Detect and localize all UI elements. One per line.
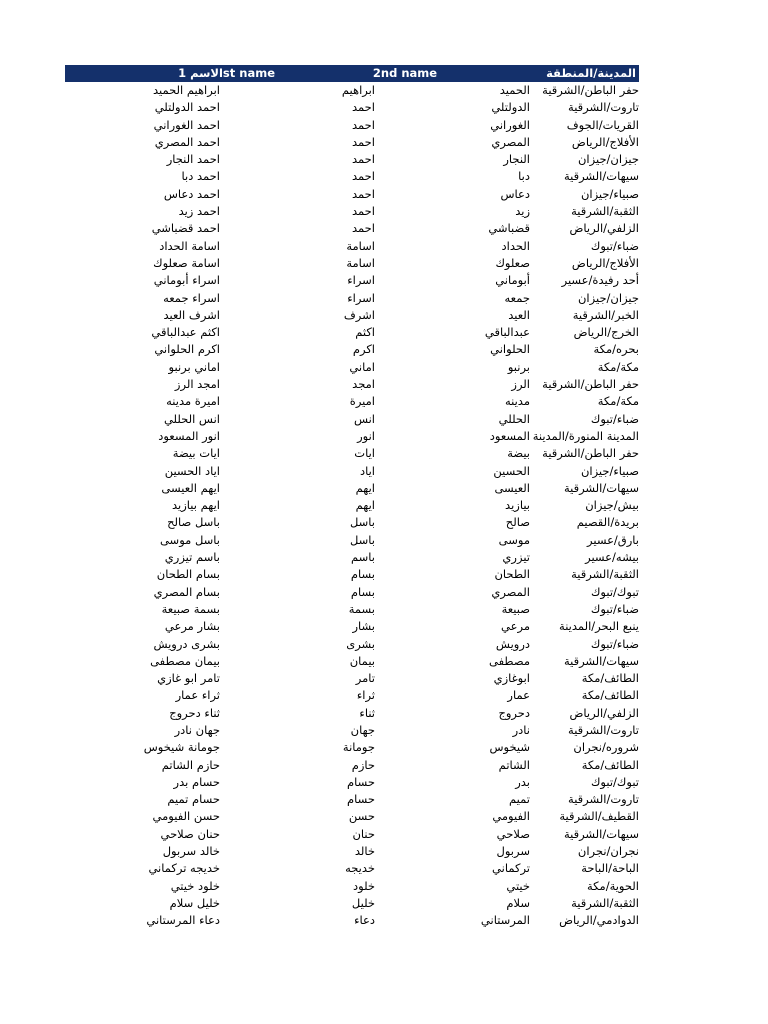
city-cell[interactable]: حفر الباطن/الشرقية bbox=[542, 446, 639, 461]
first-name-cell[interactable]: باسل bbox=[349, 515, 375, 530]
city-cell[interactable]: الثقبة/الشرقية bbox=[571, 895, 639, 910]
table-row bbox=[65, 532, 639, 549]
city-cell[interactable]: الطائف/مكة bbox=[581, 688, 639, 703]
last-name-cell[interactable]: سلام bbox=[506, 895, 530, 910]
table-row bbox=[65, 480, 639, 497]
last-name-cell[interactable]: تيزري bbox=[502, 550, 530, 565]
first-name-cell[interactable]: بشرى bbox=[346, 636, 375, 651]
table-row bbox=[65, 411, 639, 428]
city-cell[interactable]: الخرج/الرياض bbox=[573, 325, 639, 340]
table-row bbox=[65, 757, 639, 774]
table-row bbox=[65, 186, 639, 203]
last-name-cell[interactable]: بيضة bbox=[507, 446, 530, 461]
last-name-cell[interactable]: عمار bbox=[507, 688, 530, 703]
first-name-cell[interactable]: حسن bbox=[348, 809, 375, 824]
table-row bbox=[65, 826, 639, 843]
first-name-cell[interactable]: امجد bbox=[352, 377, 375, 392]
last-name-cell[interactable]: خيتي bbox=[506, 878, 530, 893]
full-name-cell[interactable]: باسل موسى bbox=[159, 532, 220, 547]
first-name-cell[interactable]: حسام bbox=[347, 774, 375, 789]
table-row bbox=[65, 272, 639, 289]
first-name-cell[interactable]: بشار bbox=[352, 619, 375, 634]
last-name-cell[interactable]: دحروج bbox=[498, 705, 530, 720]
table-row bbox=[65, 497, 639, 514]
first-name-cell[interactable]: باسم bbox=[351, 550, 375, 565]
first-name-cell[interactable]: اماني bbox=[349, 359, 375, 374]
city-cell[interactable]: أحد رفيدة/عسير bbox=[561, 273, 639, 288]
table-row bbox=[65, 739, 639, 756]
table-row bbox=[65, 376, 639, 393]
full-name-cell[interactable]: بشرى درويش bbox=[153, 636, 220, 651]
city-cell[interactable]: تاروت/الشرقية bbox=[568, 100, 639, 115]
first-name-cell[interactable]: خليل bbox=[351, 895, 375, 910]
last-name-cell[interactable]: قضباشي bbox=[488, 221, 530, 236]
last-name-cell[interactable]: المسعود bbox=[489, 428, 530, 443]
last-name-cell[interactable]: صعلوك bbox=[495, 255, 530, 270]
full-name-cell[interactable]: بسام الطحان bbox=[156, 567, 220, 582]
last-name-cell[interactable]: المصري bbox=[491, 134, 530, 149]
city-cell[interactable]: ضباء/تبوك bbox=[590, 238, 639, 253]
first-name-cell[interactable]: اياد bbox=[359, 463, 375, 478]
first-name-cell[interactable]: بسام bbox=[350, 584, 375, 599]
full-name-cell[interactable]: جهان نادر bbox=[174, 722, 220, 737]
city-cell[interactable]: القريات/الجوف bbox=[566, 117, 639, 132]
last-name-cell[interactable]: شيخوس bbox=[489, 740, 530, 755]
table-row bbox=[65, 203, 639, 220]
city-cell[interactable]: الطائف/مكة bbox=[581, 757, 639, 772]
full-name-cell[interactable]: حسن الفيومي bbox=[152, 809, 220, 824]
full-name-cell[interactable]: انس الحللي bbox=[163, 411, 220, 426]
full-name-cell[interactable]: احمد الدولتلي bbox=[154, 100, 220, 115]
city-cell[interactable]: بيشه/عسير bbox=[585, 550, 639, 565]
table-row bbox=[65, 774, 639, 791]
full-name-cell[interactable]: احمد دبا bbox=[181, 169, 220, 184]
last-name-cell[interactable]: نادر bbox=[512, 722, 530, 737]
first-name-cell[interactable]: تامر bbox=[355, 671, 375, 686]
first-name-cell[interactable]: احمد bbox=[352, 117, 375, 132]
city-cell[interactable]: سيهات/الشرقية bbox=[563, 653, 639, 668]
full-name-cell[interactable]: اسامة صعلوك bbox=[153, 255, 220, 270]
last-name-cell[interactable]: مرعي bbox=[501, 619, 530, 634]
table-row bbox=[65, 912, 639, 929]
last-name-cell[interactable]: تميم bbox=[509, 792, 530, 807]
first-name-cell[interactable]: حازم bbox=[351, 757, 375, 772]
full-name-cell[interactable]: اسامة الحداد bbox=[159, 238, 220, 253]
city-cell[interactable]: بحره/مكة bbox=[593, 342, 639, 357]
full-name-cell[interactable]: انور المسعود bbox=[158, 428, 220, 443]
table-row bbox=[65, 82, 639, 99]
city-cell[interactable]: جيزان/جيزان bbox=[577, 152, 639, 167]
city-cell[interactable]: بيش/جيزان bbox=[585, 498, 639, 513]
last-name-cell[interactable]: العيسى bbox=[494, 480, 530, 495]
table-row bbox=[65, 791, 639, 808]
full-name-cell[interactable]: ايات بيضة bbox=[172, 446, 220, 461]
last-name-cell[interactable]: الرز bbox=[511, 377, 530, 392]
city-cell[interactable]: صبياء/جيزان bbox=[580, 463, 639, 478]
table-row bbox=[65, 220, 639, 237]
header-full-name[interactable]: الاسم 1st name bbox=[178, 66, 275, 80]
first-name-cell[interactable]: احمد bbox=[352, 204, 375, 219]
last-name-cell[interactable]: مصطفى bbox=[489, 653, 530, 668]
full-name-cell[interactable]: باسل صالح bbox=[167, 515, 220, 530]
first-name-cell[interactable]: ثناء bbox=[359, 705, 375, 720]
last-name-cell[interactable]: درويش bbox=[495, 636, 530, 651]
first-name-cell[interactable]: جهان bbox=[350, 722, 375, 737]
full-name-cell[interactable]: احمد زيد bbox=[178, 204, 220, 219]
full-name-cell[interactable]: اماني برنبو bbox=[168, 359, 220, 374]
city-cell[interactable]: تبوك/تبوك bbox=[590, 584, 639, 599]
full-name-cell[interactable]: خلود خيتي bbox=[170, 878, 220, 893]
first-name-cell[interactable]: بيمان bbox=[349, 653, 375, 668]
last-name-cell[interactable]: ابوغازي bbox=[493, 671, 530, 686]
city-cell[interactable]: ضباء/تبوك bbox=[590, 636, 639, 651]
last-name-cell[interactable]: النجار bbox=[503, 152, 530, 167]
full-name-cell[interactable]: بسام المصري bbox=[153, 584, 220, 599]
table-row bbox=[65, 117, 639, 134]
city-cell[interactable]: صبياء/جيزان bbox=[580, 186, 639, 201]
first-name-cell[interactable]: اسراء bbox=[347, 273, 375, 288]
spreadsheet bbox=[65, 65, 639, 930]
table-row bbox=[65, 463, 639, 480]
last-name-cell[interactable]: المصري bbox=[491, 584, 530, 599]
city-cell[interactable]: مكة/مكة bbox=[597, 394, 639, 409]
full-name-cell[interactable]: اسراء جمعه bbox=[163, 290, 220, 305]
full-name-cell[interactable]: بسمة صبيعة bbox=[161, 601, 220, 616]
table-row bbox=[65, 290, 639, 307]
table-row bbox=[65, 134, 639, 151]
table-row bbox=[65, 808, 639, 825]
full-name-cell[interactable]: اشرف العيد bbox=[163, 307, 220, 322]
last-name-cell[interactable]: المرستاني bbox=[480, 913, 530, 928]
first-name-cell[interactable]: خديجه bbox=[345, 861, 375, 876]
table-row bbox=[65, 670, 639, 687]
last-name-cell[interactable]: الحلواني bbox=[490, 342, 530, 357]
full-name-cell[interactable]: ايهم العيسى bbox=[161, 480, 220, 495]
last-name-cell[interactable]: الطحان bbox=[494, 567, 530, 582]
table-row bbox=[65, 566, 639, 583]
first-name-cell[interactable]: انور bbox=[357, 428, 375, 443]
first-name-cell[interactable]: احمد bbox=[352, 100, 375, 115]
last-name-cell[interactable]: الدولتلي bbox=[491, 100, 530, 115]
header-second-name[interactable]: 2nd name bbox=[372, 66, 438, 80]
header-row bbox=[65, 65, 639, 82]
table-row bbox=[65, 618, 639, 635]
first-name-cell[interactable]: احمد bbox=[352, 134, 375, 149]
table-row bbox=[65, 445, 639, 462]
full-name-cell[interactable]: اكرم الحلواني bbox=[154, 342, 220, 357]
city-cell[interactable]: بارق/عسير bbox=[587, 532, 639, 547]
first-name-cell[interactable]: اميرة bbox=[349, 394, 375, 409]
city-cell[interactable]: القطيف/الشرقية bbox=[559, 809, 639, 824]
city-cell[interactable]: حفر الباطن/الشرقية bbox=[542, 377, 639, 392]
table-row bbox=[65, 307, 639, 324]
full-name-cell[interactable]: ابراهيم الحميد bbox=[152, 83, 220, 97]
last-name-cell[interactable]: مدينه bbox=[504, 394, 530, 409]
last-name-cell[interactable]: الحللي bbox=[498, 411, 530, 426]
table-row bbox=[65, 324, 639, 341]
table-row bbox=[65, 584, 639, 601]
city-cell[interactable]: الدوادمي/الرياض bbox=[559, 913, 639, 928]
first-name-cell[interactable]: حنان bbox=[352, 826, 375, 841]
last-name-cell[interactable]: الغوراني bbox=[490, 117, 530, 132]
full-name-cell[interactable]: اميرة مدينه bbox=[166, 394, 220, 409]
first-name-cell[interactable]: جومانة bbox=[342, 740, 375, 755]
first-name-cell[interactable]: اشرف bbox=[343, 307, 375, 322]
table-row bbox=[65, 843, 639, 860]
table-row bbox=[65, 653, 639, 670]
city-cell[interactable]: ضباء/تبوك bbox=[590, 601, 639, 616]
city-cell[interactable]: ضباء/تبوك bbox=[590, 411, 639, 426]
table-row bbox=[65, 601, 639, 618]
table-row bbox=[65, 168, 639, 185]
full-name-cell[interactable]: بيمان مصطفى bbox=[150, 653, 220, 668]
first-name-cell[interactable]: احمد bbox=[352, 221, 375, 236]
first-name-cell[interactable]: دعاء bbox=[354, 913, 375, 928]
first-name-cell[interactable]: بسام bbox=[350, 567, 375, 582]
last-name-cell[interactable]: صبيعة bbox=[501, 601, 530, 616]
table-row bbox=[65, 705, 639, 722]
city-cell[interactable]: نجران/نجران bbox=[577, 844, 639, 859]
full-name-cell[interactable]: حسام بدر bbox=[173, 774, 220, 789]
table-row bbox=[65, 549, 639, 566]
city-cell[interactable]: المدينة المنورة/المدينة bbox=[532, 428, 639, 443]
last-name-cell[interactable]: جمعه bbox=[504, 290, 530, 305]
first-name-cell[interactable]: اكرم bbox=[352, 342, 375, 357]
city-cell[interactable]: جيزان/جيزان bbox=[577, 290, 639, 305]
city-cell[interactable]: الباحة/الباحة bbox=[581, 861, 639, 876]
table-row bbox=[65, 428, 639, 445]
full-name-cell[interactable]: احمد النجار bbox=[166, 152, 220, 167]
city-cell[interactable]: بريدة/القصيم bbox=[576, 515, 639, 530]
first-name-cell[interactable]: حسام bbox=[347, 792, 375, 807]
table-row bbox=[65, 514, 639, 531]
last-name-cell[interactable]: صالح bbox=[505, 515, 530, 530]
full-name-cell[interactable]: ثراء عمار bbox=[175, 688, 220, 703]
table-row bbox=[65, 393, 639, 410]
city-cell[interactable]: الثقبة/الشرقية bbox=[571, 567, 639, 582]
full-name-cell[interactable]: خالد سربول bbox=[162, 844, 220, 859]
full-name-cell[interactable]: جومانة شيخوس bbox=[143, 740, 220, 755]
full-name-cell[interactable]: تامر ابو غازي bbox=[157, 671, 220, 686]
table-row bbox=[65, 238, 639, 255]
city-cell[interactable]: الثقبة/الشرقية bbox=[571, 204, 639, 219]
last-name-cell[interactable]: أبوماني bbox=[495, 273, 530, 288]
table-row bbox=[65, 341, 639, 358]
full-name-cell[interactable]: احمد المصري bbox=[154, 134, 220, 149]
full-name-cell[interactable]: احمد دعاس bbox=[163, 186, 220, 201]
last-name-cell[interactable]: دعاس bbox=[500, 186, 530, 201]
full-name-cell[interactable]: حنان صلاحي bbox=[160, 826, 220, 841]
full-name-cell[interactable]: اسراء أبوماني bbox=[153, 273, 220, 288]
city-cell[interactable]: شروره/نجران bbox=[573, 740, 639, 755]
last-name-cell[interactable]: دبا bbox=[518, 169, 530, 184]
city-cell[interactable]: سيهات/الشرقية bbox=[563, 826, 639, 841]
full-name-cell[interactable]: دعاء المرستاني bbox=[146, 913, 220, 928]
first-name-cell[interactable]: ثراء bbox=[356, 688, 375, 703]
first-name-cell[interactable]: اسراء bbox=[347, 290, 375, 305]
first-name-cell[interactable]: احمد bbox=[352, 169, 375, 184]
city-cell[interactable]: الأفلاج/الرياض bbox=[571, 255, 639, 270]
city-cell[interactable]: تبوك/تبوك bbox=[590, 774, 639, 789]
table-row bbox=[65, 359, 639, 376]
full-name-cell[interactable]: حازم الشاتم bbox=[161, 757, 220, 772]
first-name-cell[interactable]: احمد bbox=[352, 186, 375, 201]
first-name-cell[interactable]: ابراهيم bbox=[341, 83, 375, 97]
city-cell[interactable]: مكة/مكة bbox=[597, 359, 639, 374]
table-row bbox=[65, 151, 639, 168]
full-name-cell[interactable]: امجد الرز bbox=[174, 377, 220, 392]
table-row bbox=[65, 878, 639, 895]
last-name-cell[interactable]: الشاتم bbox=[498, 757, 530, 772]
full-name-cell[interactable]: حسام تميم bbox=[167, 792, 220, 807]
table-row bbox=[65, 860, 639, 877]
full-name-cell[interactable]: احمد الغوراني bbox=[153, 117, 220, 132]
last-name-cell[interactable]: الحسين bbox=[493, 463, 530, 478]
first-name-cell[interactable]: خلود bbox=[353, 878, 375, 893]
full-name-cell[interactable]: ايهم بيازيد bbox=[172, 498, 220, 513]
full-name-cell[interactable]: احمد قضباشي bbox=[151, 221, 220, 236]
full-name-cell[interactable]: باسم تيزري bbox=[164, 550, 220, 565]
first-name-cell[interactable]: اكثم bbox=[355, 325, 375, 340]
city-cell[interactable]: سيهات/الشرقية bbox=[563, 480, 639, 495]
table-row bbox=[65, 636, 639, 653]
city-cell[interactable]: الحوية/مكة bbox=[587, 878, 639, 893]
last-name-cell[interactable]: زيد bbox=[515, 204, 530, 219]
first-name-cell[interactable]: اسامة bbox=[346, 255, 375, 270]
last-name-cell[interactable]: العيد bbox=[508, 307, 530, 322]
first-name-cell[interactable]: اسامة bbox=[346, 238, 375, 253]
city-cell[interactable]: الأفلاج/الرياض bbox=[571, 134, 639, 149]
last-name-cell[interactable]: عبدالباقي bbox=[484, 325, 530, 340]
city-cell[interactable]: الزلفي/الرياض bbox=[569, 705, 639, 720]
full-name-cell[interactable]: خديجه تركماني bbox=[148, 861, 220, 876]
last-name-cell[interactable]: سربول bbox=[496, 844, 530, 859]
city-cell[interactable]: حفر الباطن/الشرقية bbox=[542, 83, 639, 97]
header-city[interactable]: المدينة/المنطقة bbox=[546, 66, 636, 80]
table-row bbox=[65, 255, 639, 272]
city-cell[interactable]: تاروت/الشرقية bbox=[568, 722, 639, 737]
table-row bbox=[65, 99, 639, 116]
city-cell[interactable]: الطائف/مكة bbox=[581, 671, 639, 686]
city-cell[interactable]: الخبر/الشرقية bbox=[572, 307, 639, 322]
table-row bbox=[65, 722, 639, 739]
first-name-cell[interactable]: بسمة bbox=[348, 601, 375, 616]
city-cell[interactable]: سيهات/الشرقية bbox=[563, 169, 639, 184]
first-name-cell[interactable]: باسل bbox=[349, 532, 375, 547]
first-name-cell[interactable]: انس bbox=[353, 411, 375, 426]
first-name-cell[interactable]: ايهم bbox=[355, 498, 375, 513]
full-name-cell[interactable]: بشار مرعي bbox=[164, 619, 220, 634]
last-name-cell[interactable]: بيازيد bbox=[505, 498, 530, 513]
full-name-cell[interactable]: اكثم عبدالباقي bbox=[151, 325, 220, 340]
last-name-cell[interactable]: الحداد bbox=[501, 238, 530, 253]
full-name-cell[interactable]: خليل سلام bbox=[169, 895, 220, 910]
full-name-cell[interactable]: اياد الحسين bbox=[164, 463, 220, 478]
first-name-cell[interactable]: خالد bbox=[354, 844, 375, 859]
city-cell[interactable]: تاروت/الشرقية bbox=[568, 792, 639, 807]
last-name-cell[interactable]: صلاحي bbox=[496, 826, 530, 841]
first-name-cell[interactable]: ايهم bbox=[355, 480, 375, 495]
last-name-cell[interactable]: الفيومي bbox=[492, 809, 530, 824]
last-name-cell[interactable]: الحميد bbox=[499, 83, 530, 97]
last-name-cell[interactable]: بدر bbox=[515, 774, 530, 789]
city-cell[interactable]: الزلفي/الرياض bbox=[569, 221, 639, 236]
table-row bbox=[65, 687, 639, 704]
table-row bbox=[65, 895, 639, 912]
last-name-cell[interactable]: برنبو bbox=[507, 359, 530, 374]
table-body bbox=[65, 82, 639, 930]
full-name-cell[interactable]: ثناء دحروج bbox=[169, 705, 220, 720]
last-name-cell[interactable]: تركماني bbox=[492, 861, 530, 876]
first-name-cell[interactable]: ايات bbox=[354, 446, 375, 461]
city-cell[interactable]: ينبع البحر/المدينة bbox=[559, 619, 639, 634]
first-name-cell[interactable]: احمد bbox=[352, 152, 375, 167]
last-name-cell[interactable]: موسى bbox=[498, 532, 530, 547]
